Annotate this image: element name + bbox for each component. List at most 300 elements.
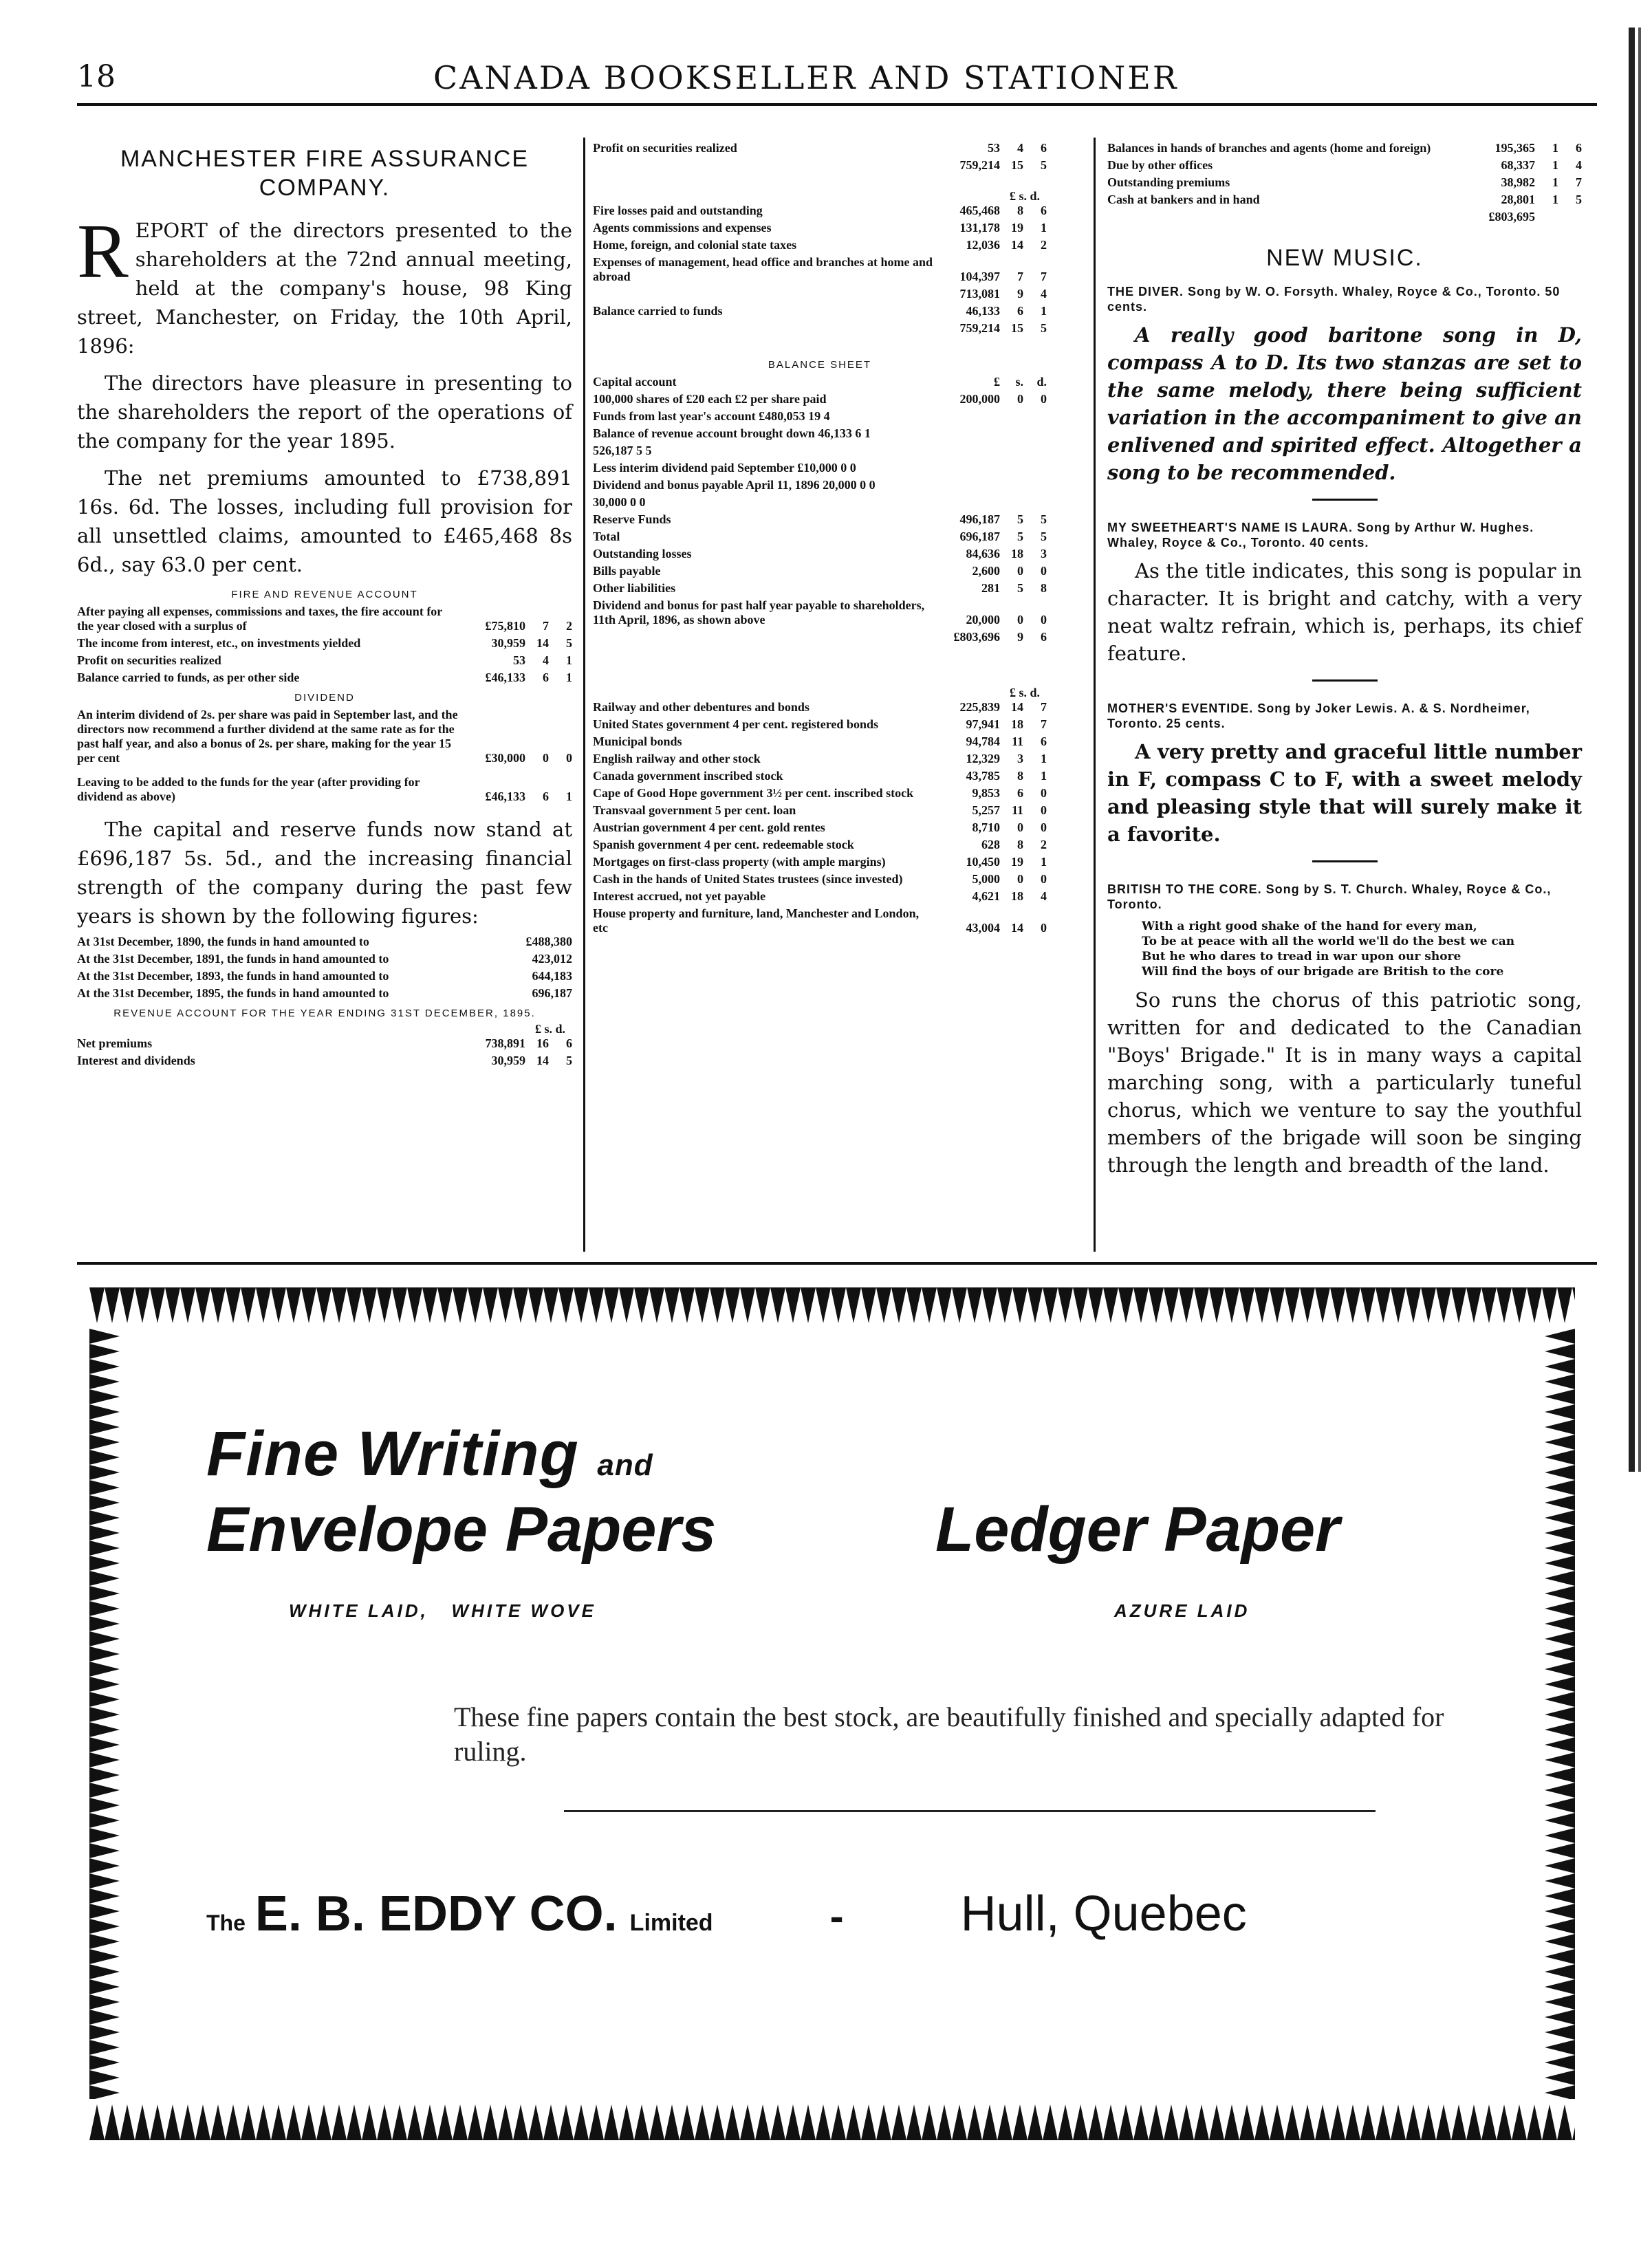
- border-tooth: [89, 1616, 120, 1631]
- header-rule: [77, 103, 1597, 106]
- revenue-row: [77, 636, 572, 651]
- balance-row: [593, 512, 1047, 527]
- entry-divider-3: [1312, 860, 1378, 862]
- music-entry-2-head: MY SWEETHEART'S NAME IS LAURA. Song by Arthur W. Hughes. Whaley, Royce & Co., Toronto. 40 cents.: [1107, 521, 1534, 549]
- expense-row-label: Home, foreign, and colonial state taxes: [593, 238, 797, 252]
- expense-row-shillings: 7: [1017, 270, 1023, 283]
- border-tooth: [1545, 1450, 1575, 1465]
- dividend-text: An interim dividend of 2s. per share was paid in September last, and the directors now recommend a further dividend at the same rate as for the past half year, and also a bonus of 2s. per share, making for the year 15 per cent: [77, 708, 458, 765]
- border-tooth: [543, 2104, 558, 2140]
- music-entry-4: [1107, 986, 1582, 1179]
- border-tooth: [271, 1287, 286, 1323]
- asset-row-amount: 94,784: [966, 734, 1000, 748]
- balances-row-label: Outstanding premiums: [1107, 175, 1230, 189]
- border-tooth: [1224, 2104, 1239, 2140]
- border-tooth: [89, 1722, 120, 1737]
- asset-row: [593, 786, 1047, 801]
- border-tooth: [740, 2104, 755, 2140]
- border-tooth: [407, 2104, 422, 2140]
- border-tooth: [619, 1287, 634, 1323]
- balance-row-shillings: s.: [1015, 375, 1023, 389]
- revenue-table-2: [77, 1036, 572, 1068]
- revenue2-row-pence: 6: [566, 1036, 572, 1050]
- border-tooth: [150, 1287, 165, 1323]
- asset-row-amount: 43,004: [966, 921, 1000, 935]
- border-tooth: [89, 1934, 120, 1949]
- expense-row-amount: 713,081: [959, 287, 1000, 301]
- asset-row-pence: 0: [1041, 803, 1047, 817]
- asset-row: [593, 769, 1047, 783]
- border-tooth: [180, 1287, 195, 1323]
- border-tooth: [816, 1287, 831, 1323]
- border-tooth: [1012, 2104, 1028, 2140]
- revenue2-row-shillings: 14: [536, 1054, 549, 1067]
- balance-row: [593, 409, 1047, 424]
- border-tooth: [226, 1287, 241, 1323]
- dividend-shillings: 0: [543, 751, 549, 765]
- border-tooth: [634, 1287, 649, 1323]
- chorus-line: Will find the boys of our brigade are British to the core: [1142, 965, 1504, 979]
- asset-row-amount: 8,710: [972, 820, 1000, 834]
- accounts-column: [593, 141, 1047, 938]
- border-tooth: [1360, 2104, 1376, 2140]
- expense-row: [593, 321, 1047, 336]
- border-tooth: [1345, 2104, 1360, 2140]
- border-tooth: [362, 2104, 377, 2140]
- border-tooth: [664, 2104, 680, 2140]
- dividend-row: [77, 708, 572, 765]
- border-tooth: [1545, 1616, 1575, 1631]
- intro-text: EPORT of the directors presented to the shareholders at the 72nd annual meeting, held at the company's house, 98 King street, Manchester, on Friday, the 10th April, 1896:: [77, 219, 572, 358]
- funds-row-label: At 31st December, 1890, the funds in hand amounted to: [77, 935, 369, 948]
- border-tooth: [1512, 2104, 1527, 2140]
- border-tooth: [89, 1287, 105, 1323]
- border-tooth: [1545, 1571, 1575, 1586]
- border-tooth: [332, 2104, 347, 2140]
- border-tooth: [1572, 1287, 1575, 1323]
- expense-row: [593, 221, 1047, 235]
- balance-row-pence: 6: [1041, 630, 1047, 644]
- chorus-line: But he who dares to tread in war upon our shore: [1142, 950, 1461, 964]
- border-tooth: [1012, 1287, 1028, 1323]
- border-tooth: [967, 2104, 982, 2140]
- revenue2-row-amount: 30,959: [491, 1054, 525, 1067]
- funds-row-label: At the 31st December, 1891, the funds in hand amounted to: [77, 952, 389, 966]
- border-tooth: [316, 1287, 332, 1323]
- border-tooth: [89, 1964, 120, 1979]
- balance-row: [593, 598, 1047, 627]
- scan-edge-bar-thin: [1638, 28, 1641, 1472]
- top-row: [593, 158, 1047, 173]
- border-tooth: [1406, 2104, 1421, 2140]
- expense-row-shillings: 6: [1017, 304, 1023, 318]
- footer-the: The: [206, 1911, 246, 1935]
- border-tooth: [89, 1389, 120, 1404]
- balance-row-amount: 696,187: [959, 530, 1000, 543]
- expense-row-shillings: 15: [1011, 321, 1023, 335]
- expense-row-shillings: 14: [1011, 238, 1023, 252]
- balance-row-pence: 8: [1041, 581, 1047, 595]
- footer-limited: Limited: [629, 1910, 713, 1936]
- asset-row-shillings: 11: [1011, 734, 1023, 748]
- balances-row-label: [1107, 210, 1470, 224]
- border-tooth: [1330, 2104, 1345, 2140]
- border-tooth: [513, 2104, 528, 2140]
- balance-row-label: Funds from last year's account £480,053 19 4: [593, 409, 830, 423]
- border-tooth: [241, 2104, 256, 2140]
- balances-row-label: Cash at bankers and in hand: [1107, 193, 1260, 206]
- asset-row-shillings: 14: [1011, 700, 1023, 714]
- balance-row: [593, 461, 1047, 475]
- border-tooth: [1239, 2104, 1254, 2140]
- balance-row-pence: d.: [1036, 375, 1047, 389]
- asset-row: [593, 855, 1047, 869]
- asset-row-shillings: 11: [1011, 803, 1023, 817]
- border-tooth: [1545, 1510, 1575, 1525]
- asset-row-amount: 97,941: [966, 717, 1000, 731]
- border-tooth: [286, 1287, 301, 1323]
- expense-row-pence: 4: [1041, 287, 1047, 301]
- asset-row-label: House property and furniture, land, Manchester and London, etc: [593, 906, 920, 935]
- border-tooth: [1545, 1783, 1575, 1798]
- balance-row-label: 30,000 0 0: [593, 495, 646, 509]
- border-tooth: [301, 2104, 316, 2140]
- border-tooth: [89, 1344, 120, 1359]
- asset-row-amount: 12,329: [966, 752, 1000, 765]
- drop-cap: R: [77, 209, 129, 294]
- border-tooth: [801, 2104, 816, 2140]
- border-tooth: [1545, 1435, 1575, 1450]
- border-tooth: [89, 1919, 120, 1934]
- balance-row-pence: 0: [1041, 613, 1047, 627]
- border-tooth: [1545, 1480, 1575, 1495]
- border-tooth: [604, 1287, 619, 1323]
- border-tooth: [1527, 2104, 1542, 2140]
- border-tooth: [89, 2055, 120, 2070]
- asset-row: [593, 717, 1047, 732]
- currency-head-1: £ s. d.: [534, 1022, 565, 1036]
- border-tooth: [1209, 1287, 1224, 1323]
- dividend-amount: £30,000: [485, 751, 525, 765]
- border-tooth: [513, 1287, 528, 1323]
- border-tooth: [1545, 1767, 1575, 1783]
- asset-row-amount: 5,257: [972, 803, 1000, 817]
- border-tooth: [543, 1287, 558, 1323]
- border-tooth: [89, 1450, 120, 1465]
- border-tooth: [1149, 2104, 1164, 2140]
- asset-row-pence: 1: [1041, 752, 1047, 765]
- border-tooth: [1545, 1374, 1575, 1389]
- leaving-amount: £46,133: [485, 790, 525, 803]
- top-row-pence: 6: [1041, 141, 1047, 155]
- revenue2-row-pence: 5: [566, 1054, 572, 1067]
- music-entry-4-head: BRITISH TO THE CORE. Song by S. T. Church. Whaley, Royce & Co., Toronto.: [1107, 882, 1552, 911]
- balances-row-amount: 195,365: [1495, 141, 1535, 155]
- asset-row-shillings: 6: [1017, 786, 1023, 800]
- border-tooth: [952, 1287, 967, 1323]
- border-tooth: [89, 1752, 120, 1767]
- balance-row-amount: 84,636: [966, 547, 1000, 560]
- border-tooth: [1285, 1287, 1300, 1323]
- border-tooth: [1073, 2104, 1088, 2140]
- revenue2-row-amount: 738,891: [485, 1036, 525, 1050]
- border-tooth: [407, 1287, 422, 1323]
- border-tooth: [89, 1767, 120, 1783]
- border-tooth: [725, 2104, 740, 2140]
- border-tooth: [89, 1359, 120, 1374]
- balance-row-label: Other liabilities: [593, 581, 676, 595]
- border-tooth: [1270, 2104, 1285, 2140]
- border-tooth: [89, 1889, 120, 1904]
- top-row: [593, 141, 1047, 155]
- leaving-row: [77, 775, 572, 804]
- border-tooth: [1545, 2040, 1575, 2055]
- border-tooth: [831, 1287, 846, 1323]
- border-tooth: [89, 1374, 120, 1389]
- leaving-pence: 1: [566, 790, 572, 803]
- border-tooth: [89, 1646, 120, 1662]
- balances-row-amount: 28,801: [1501, 193, 1535, 206]
- border-tooth: [150, 2104, 165, 2140]
- revenue-row-label: After paying all expenses, commissions and taxes, the fire account for the year closed with a surplus of: [77, 605, 442, 633]
- revenue-heading-2: REVENUE ACCOUNT FOR THE YEAR ENDING 31ST DECEMBER, 1895.: [113, 1008, 536, 1019]
- article-title-line-2: COMPANY.: [259, 175, 391, 201]
- border-tooth: [89, 1858, 120, 1873]
- border-tooth: [89, 2104, 105, 2140]
- border-tooth: [1545, 1979, 1575, 1994]
- border-tooth: [195, 1287, 210, 1323]
- border-tooth: [165, 2104, 180, 2140]
- border-tooth: [89, 1677, 120, 1692]
- balance-row-label: Less interim dividend paid September £10,000 0 0: [593, 461, 856, 475]
- border-tooth: [634, 2104, 649, 2140]
- border-tooth: [1088, 1287, 1103, 1323]
- border-tooth: [1118, 2104, 1133, 2140]
- balances-row-label: Balances in hands of branches and agents (home and foreign): [1107, 141, 1431, 155]
- leaving-shillings: 6: [543, 790, 549, 803]
- border-tooth: [210, 1287, 226, 1323]
- balance-row-label: Capital account: [593, 375, 677, 389]
- dividend-block: [77, 708, 572, 804]
- border-tooth: [89, 1586, 120, 1601]
- border-tooth: [89, 1662, 120, 1677]
- border-tooth: [89, 1510, 120, 1525]
- expense-row-label: [593, 287, 935, 301]
- border-tooth: [1043, 1287, 1058, 1323]
- expense-table: [593, 204, 1047, 336]
- border-tooth: [1545, 2070, 1575, 2085]
- ad-headline-ledger: Ledger Paper: [935, 1494, 1340, 1565]
- border-tooth: [725, 1287, 740, 1323]
- ad-subline-white: WHITE LAID, WHITE WOVE: [289, 1600, 596, 1621]
- border-tooth: [89, 1329, 120, 1344]
- expense-row-amount: 12,036: [966, 238, 1000, 252]
- border-tooth: [89, 2040, 120, 2055]
- border-tooth: [89, 1843, 120, 1858]
- border-tooth: [1028, 1287, 1043, 1323]
- balance-row: [593, 547, 1047, 561]
- asset-row: [593, 889, 1047, 904]
- expense-row-pence: 6: [1041, 204, 1047, 217]
- border-tooth: [755, 1287, 770, 1323]
- border-tooth: [1436, 1287, 1451, 1323]
- border-tooth: [1300, 1287, 1315, 1323]
- border-tooth: [1421, 2104, 1436, 2140]
- balance-row-label: 100,000 shares of £20 each £2 per share paid: [593, 392, 827, 406]
- balance-row-pence: 0: [1041, 564, 1047, 578]
- border-tooth: [89, 1783, 120, 1798]
- balances-row-amount: 38,982: [1501, 175, 1535, 189]
- funds-figures-table: [77, 935, 572, 1001]
- border-tooth: [1545, 1525, 1575, 1541]
- expense-row-pence: 7: [1041, 270, 1047, 283]
- balance-row-shillings: 5: [1017, 581, 1023, 595]
- revenue-row-shillings: 4: [543, 653, 549, 667]
- border-tooth: [952, 2104, 967, 2140]
- asset-row: [593, 700, 1047, 715]
- border-tooth: [1133, 2104, 1149, 2140]
- asset-row-label: English railway and other stock: [593, 752, 761, 765]
- leaving-text: Leaving to be added to the funds for the year (after providing for dividend as above): [77, 775, 420, 803]
- revenue-table: [77, 605, 572, 685]
- border-tooth: [1451, 1287, 1466, 1323]
- balances-row-amount: £803,695: [1488, 210, 1535, 224]
- balances-row-shillings: 1: [1552, 175, 1558, 189]
- border-tooth: [301, 1287, 316, 1323]
- balance-row-pence: 5: [1041, 530, 1047, 543]
- border-tooth: [1058, 2104, 1073, 2140]
- border-tooth: [1239, 1287, 1254, 1323]
- border-tooth: [861, 1287, 876, 1323]
- balances-row-shillings: 1: [1552, 158, 1558, 172]
- border-tooth: [1315, 1287, 1330, 1323]
- balance-row-amount: £: [994, 375, 1000, 389]
- asset-row-shillings: 0: [1017, 872, 1023, 886]
- balance-row: [593, 444, 1047, 458]
- expense-row: [593, 238, 1047, 252]
- revenue-row-label: Profit on securities realized: [77, 653, 221, 667]
- border-tooth: [1512, 1287, 1527, 1323]
- border-tooth: [1545, 1994, 1575, 2010]
- border-tooth: [740, 1287, 755, 1323]
- expense-row-pence: 1: [1041, 304, 1047, 318]
- border-tooth: [89, 1419, 120, 1435]
- border-tooth: [89, 1404, 120, 1419]
- border-tooth: [135, 2104, 150, 2140]
- border-tooth: [498, 1287, 513, 1323]
- balance-row-shillings: 18: [1011, 547, 1023, 560]
- balance-row-shillings: 0: [1017, 392, 1023, 406]
- asset-row-pence: 2: [1041, 838, 1047, 851]
- expense-row-pence: 5: [1041, 321, 1047, 335]
- border-tooth: [89, 2085, 120, 2099]
- revenue2-row: [77, 1054, 572, 1068]
- expense-row-label: [593, 321, 935, 336]
- border-tooth: [589, 1287, 604, 1323]
- paragraph-3: [77, 815, 572, 930]
- border-tooth: [1542, 2104, 1557, 2140]
- border-tooth: [1545, 1858, 1575, 1873]
- expense-row-shillings: 19: [1011, 221, 1023, 235]
- border-tooth: [1391, 1287, 1406, 1323]
- border-tooth: [1254, 1287, 1270, 1323]
- balance-row-label: Bills payable: [593, 564, 661, 578]
- music-entry-3: [1107, 738, 1582, 848]
- asset-row-amount: 43,785: [966, 769, 1000, 783]
- revenue2-row-shillings: 16: [536, 1036, 549, 1050]
- border-tooth: [89, 1541, 120, 1556]
- balance-row-label: 526,187 5 5: [593, 444, 652, 457]
- border-tooth: [468, 2104, 483, 2140]
- border-tooth: [755, 2104, 770, 2140]
- border-tooth: [1164, 1287, 1179, 1323]
- border-tooth: [785, 1287, 801, 1323]
- border-tooth: [392, 1287, 407, 1323]
- entry-divider-1: [1312, 499, 1378, 501]
- balance-row-label: Dividend and bonus for past half year payable to shareholders, 11th April, 1896, as shown above: [593, 598, 925, 627]
- top-row-pence: 5: [1041, 158, 1047, 172]
- border-tooth: [89, 1737, 120, 1752]
- asset-row-amount: 10,450: [966, 855, 1000, 869]
- border-tooth: [937, 2104, 952, 2140]
- expense-row-label: Agents commissions and expenses: [593, 221, 772, 235]
- funds-row-amount: 696,187: [532, 986, 572, 1000]
- page-number: 18: [77, 59, 116, 94]
- funds-row-amount: 423,012: [532, 952, 572, 966]
- article-title: [77, 144, 572, 202]
- border-tooth: [861, 2104, 876, 2140]
- balance-row-shillings: 0: [1017, 564, 1023, 578]
- border-tooth: [89, 1525, 120, 1541]
- funds-row-amount: £488,380: [525, 935, 572, 948]
- border-tooth: [1545, 1495, 1575, 1510]
- revenue-row-shillings: 6: [543, 671, 549, 684]
- asset-row-label: Mortgages on first-class property (with ample margins): [593, 855, 886, 869]
- music-entry-3-head: MOTHER'S EVENTIDE. Song by Joker Lewis. A. & S. Nordheimer, Toronto. 25 cents.: [1107, 701, 1530, 730]
- border-tooth: [195, 2104, 210, 2140]
- border-tooth: [89, 1994, 120, 2010]
- column-rule-2: [1094, 138, 1096, 1252]
- border-tooth: [135, 1287, 150, 1323]
- border-tooth: [1194, 1287, 1209, 1323]
- balance-row-pence: 0: [1041, 392, 1047, 406]
- border-tooth: [1406, 1287, 1421, 1323]
- border-tooth: [1542, 1287, 1557, 1323]
- border-tooth: [1179, 2104, 1194, 2140]
- asset-row: [593, 752, 1047, 766]
- border-tooth: [1545, 1737, 1575, 1752]
- asset-row-amount: 628: [981, 838, 1000, 851]
- border-tooth: [105, 1287, 120, 1323]
- border-tooth: [1545, 1934, 1575, 1949]
- border-tooth: [241, 1287, 256, 1323]
- border-tooth: [922, 1287, 937, 1323]
- border-tooth: [1545, 1889, 1575, 1904]
- ad-border-left: [89, 1329, 124, 2099]
- asset-row-pence: 0: [1041, 786, 1047, 800]
- asset-row-shillings: 19: [1011, 855, 1023, 869]
- border-tooth: [286, 2104, 301, 2140]
- balance-row-shillings: 0: [1017, 613, 1023, 627]
- expense-row: [593, 255, 1047, 284]
- article-title-line-1: MANCHESTER FIRE ASSURANCE: [120, 146, 530, 172]
- asset-row-amount: 5,000: [972, 872, 1000, 886]
- balances-row: [1107, 210, 1582, 224]
- border-tooth: [680, 1287, 695, 1323]
- music-entry-3-text: A very pretty and graceful little number in F, compass C to F, with a sweet melody and pleasing style that will surely make it a favorite.: [1107, 740, 1582, 846]
- funds-row-label: At the 31st December, 1893, the funds in hand amounted to: [77, 969, 389, 983]
- border-tooth: [937, 1287, 952, 1323]
